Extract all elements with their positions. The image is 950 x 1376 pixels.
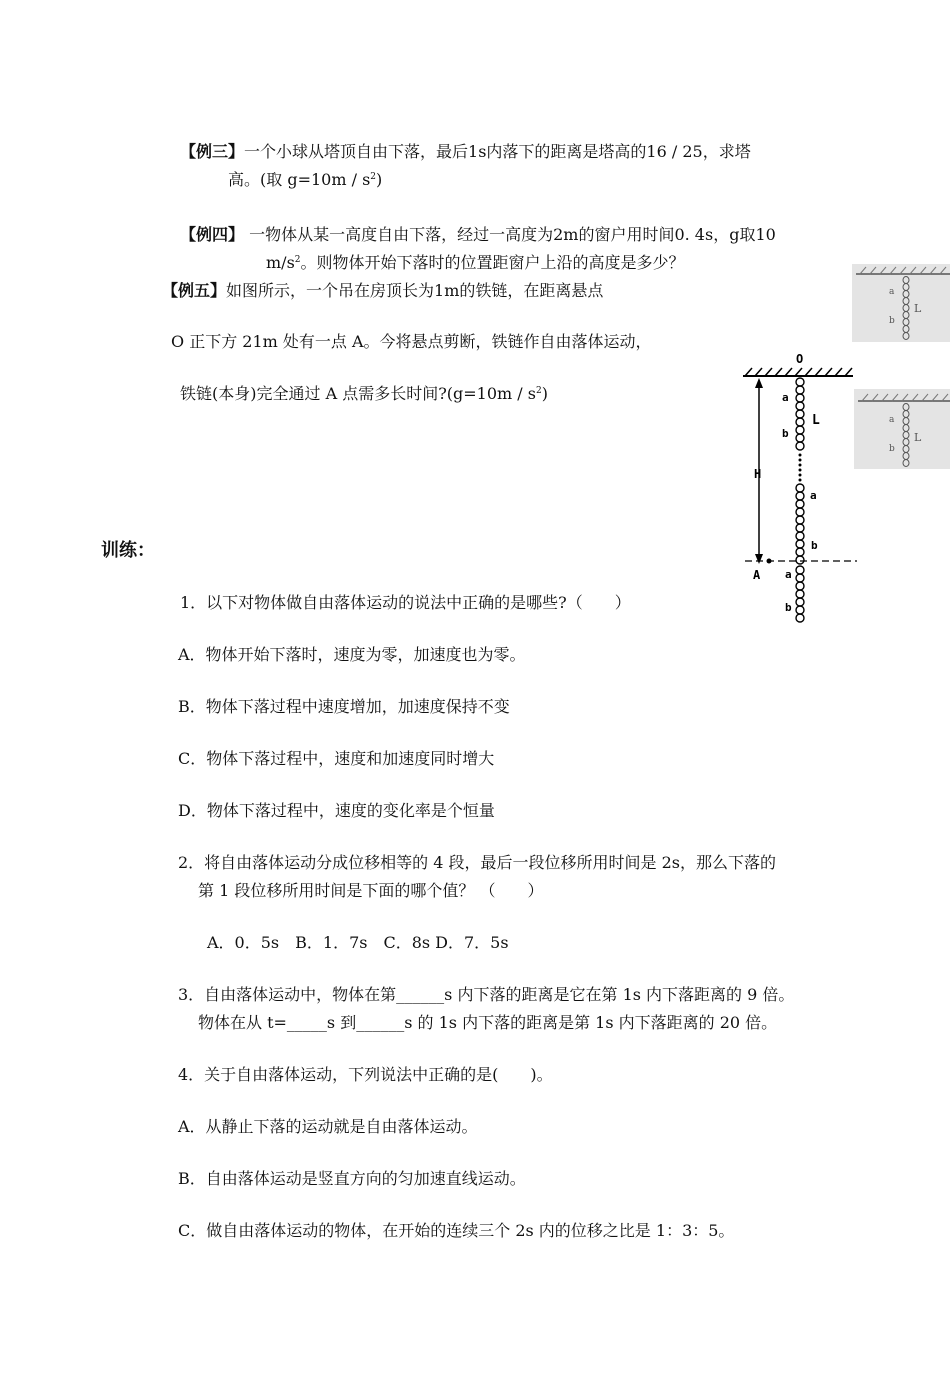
q4-option-a: A．从静止下落的运动就是自由落体运动。 <box>178 1117 478 1136</box>
example-3-line-1 <box>180 142 751 162</box>
label-a-3: a <box>785 568 792 581</box>
thumb-label-l: L <box>914 431 922 444</box>
example-3-tag: 【例三】 <box>180 142 245 161</box>
example-5-text-4: ) <box>541 384 548 403</box>
chain-diagram <box>735 348 860 628</box>
example-4-text: 一物体从某一高度自由下落，经过一高度为2m的窗户用时间0. 4s，g取10 <box>244 225 776 244</box>
label-b-3: b <box>785 601 792 614</box>
chain-lower <box>796 484 804 564</box>
superscript: 2 <box>536 386 542 396</box>
training-heading: 训练： <box>101 540 155 561</box>
q1-option-b: B．物体下落过程中速度增加，加速度保持不变 <box>178 697 510 716</box>
example-5-line-1 <box>162 281 603 301</box>
q2-line-2: 第 1 段位移所用时间是下面的哪个值？ （ ） <box>198 881 544 900</box>
thumb-label-a: a <box>889 415 895 425</box>
superscript: 2 <box>294 255 301 265</box>
example-4-text-2: m/s <box>266 253 295 272</box>
label-b-1: b <box>782 427 789 440</box>
example-5-text: 如图所示，一个吊在房顶长为1m的铁链，在距离悬点 <box>226 281 604 300</box>
chain-thumbnail-2 <box>854 389 950 469</box>
q4-option-c: C．做自由落体运动的物体，在开始的连续三个 2s 内的位移之比是 1：3：5。 <box>178 1221 735 1240</box>
label-a-1: a <box>782 391 789 404</box>
example-4-text-3: 。则物体开始下落时的位置距窗户上沿的高度是多少？ <box>300 253 685 272</box>
thumb-label-b: b <box>889 316 895 326</box>
q1-stem: 1．以下对物体做自由落体运动的说法中正确的是哪些?（ ） <box>180 593 631 612</box>
q3-line-1: 3．自由落体运动中，物体在第______s 内下落的距离是它在第 1s 内下落距离的 9 倍。 <box>178 985 795 1004</box>
thumb-label-a: a <box>889 287 895 297</box>
q3-line-2: 物体在从 t=_____s 到______s 的 1s 内下落的距离是第 1s 内下落距离的 20 倍。 <box>198 1013 778 1032</box>
thumb-label-b: b <box>889 444 895 454</box>
example-5-line-2: O 正下方 21m 处有一点 A。今将悬点剪断，铁链作自由落体运动， <box>171 332 652 351</box>
q1-option-c: C．物体下落过程中，速度和加速度同时增大 <box>178 749 495 768</box>
label-h: H <box>754 467 762 481</box>
example-3-text: 一个小球从塔顶自由下落，最后1s内落下的距离是塔高的16 / 25，求塔 <box>244 142 751 161</box>
q2-options: A．0．5s B．1．7s C．8s D．7．5s <box>207 933 509 952</box>
label-b-2: b <box>811 539 818 552</box>
superscript: 2 <box>370 172 377 182</box>
q1-option-d: D．物体下落过程中，速度的变化率是个恒量 <box>178 801 495 820</box>
example-4-line-2 <box>266 253 685 273</box>
chain-upper <box>796 378 804 450</box>
chain-thumbnail-1 <box>852 264 950 342</box>
example-3-text-3: ) <box>376 170 383 189</box>
thumb-label-l: L <box>914 302 922 315</box>
example-5-line-3 <box>180 384 548 404</box>
q4-option-b: B．自由落体运动是竖直方向的匀加速直线运动。 <box>178 1169 526 1188</box>
example-4-tag: 【例四】 <box>180 225 245 244</box>
q1-option-a: A．物体开始下落时，速度为零，加速度也为零。 <box>178 645 526 664</box>
label-o: O <box>796 352 804 366</box>
example-3-text-2: 高。(取 g=10m / s <box>228 170 371 189</box>
example-5-text-3: 铁链(本身)完全通过 A 点需多长时间?(g=10m / s <box>180 384 536 403</box>
label-l: L <box>812 413 820 428</box>
q4-stem: 4．关于自由落体运动，下列说法中正确的是( )。 <box>178 1065 553 1084</box>
chain-below <box>796 566 804 622</box>
label-point-a: A <box>753 568 761 582</box>
example-3-line-2 <box>228 170 382 190</box>
example-4-line-1 <box>180 225 776 245</box>
label-a-2: a <box>810 489 817 502</box>
example-5-tag: 【例五】 <box>162 281 227 300</box>
q2-line-1: 2．将自由落体运动分成位移相等的 4 段，最后一段位移所用时间是 2s，那么下落的 <box>178 853 777 872</box>
